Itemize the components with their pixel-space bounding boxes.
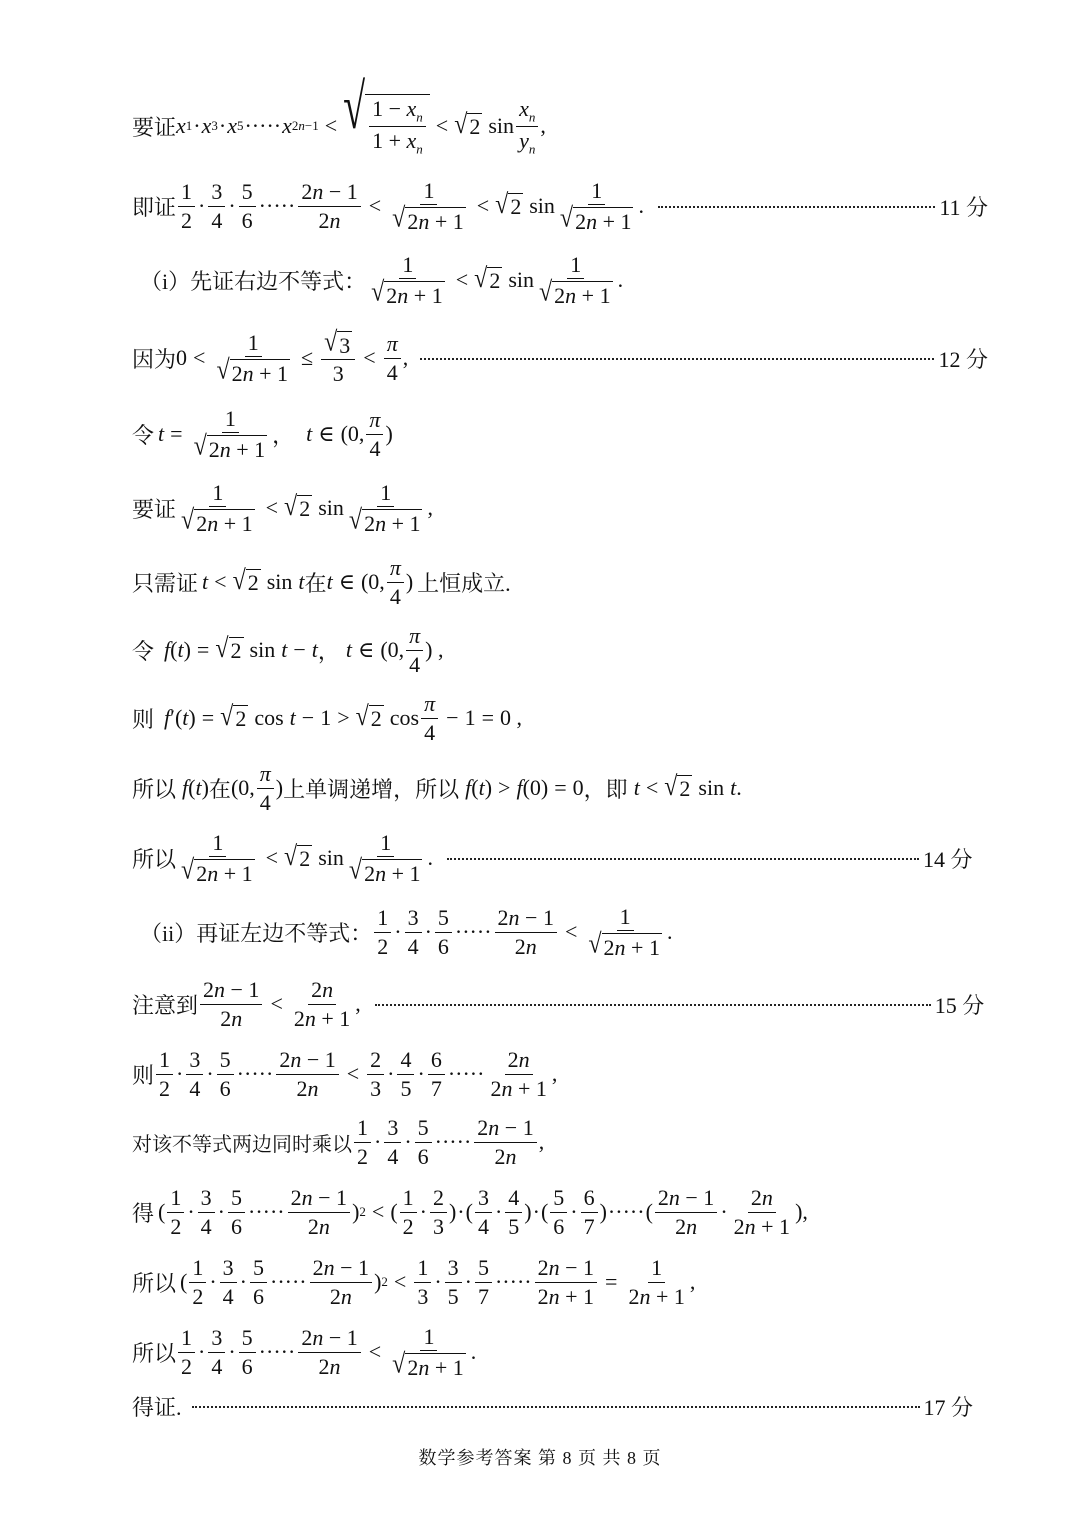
proof-line-4: 因为 0 < 1 √ 2n + 1 ≤ √ 3 3 < $\frac{\pi}{4}$ , 12 分 — [132, 327, 988, 386]
line-prefix: 要证 — [132, 496, 177, 522]
line-prefix: （ii）再证左边不等式： — [140, 920, 373, 946]
proof-line-17: 所以 ( $\frac{1}{2}$ · $\frac{3}{4}$ · $\frac{5}{6}$ ····· $\frac{2n - 1}{2n}$ ) 2 < $\frac{1}{3}$ · $\frac{3}{5}$ · $\frac{5}{7}$ ····· $\frac{2n - 1}{2n + 1}$ = $\frac{1}{2n + 1}$ , — [132, 1255, 696, 1309]
proof-line-2: 即证 $\frac{1}{2}$ · $\frac{3}{4}$ · $\frac{5}{6}$ ····· $\frac{2n - 1}{2n}$ < 1 √ 2n + 1 < √ 2 sin 1 √ 2n + 1 . 11 分 — [132, 177, 988, 234]
page-footer: 数学参考答案 第 8 页 共 8 页 — [418, 1448, 662, 1468]
line-mid3: ，即 — [583, 776, 628, 802]
proof-line-14: 则 $\frac{1}{2}$ · $\frac{3}{4}$ · $\frac{5}{6}$ ····· $\frac{2n - 1}{2n}$ < $\frac{2}{3}$ · $\frac{4}{5}$ · $\frac{6}{7}$ ····· $\frac{2n}{2n + 1}$ , — [132, 1047, 558, 1101]
proof-line-3: （i）先证右边不等式： 1 √ 2n + 1 < √ 2 sin 1 √ 2n + 1 . — [140, 251, 624, 308]
line-prefix: 令 — [132, 638, 155, 664]
line-prefix: （i）先证右边不等式： — [140, 268, 367, 294]
proof-line-10: 所以 f(t) 在 (0, $\frac{\pi}{4}$ ) 上单调递增，所以 f(t) > f (0) = 0 ，即 t < √ 2 sin t . — [132, 761, 742, 815]
line-prefix: 只需证 — [132, 570, 199, 596]
line-prefix: 对该不等式两边同时乘以 — [132, 1133, 352, 1156]
line-prefix: 所以 — [132, 1270, 177, 1296]
proof-line-13: 注意到 $\frac{2n - 1}{2n}$ < $\frac{2n}{2n + 1}$ , 15 分 — [132, 977, 985, 1031]
line-suffix: 上恒成立. — [417, 570, 511, 596]
line-mid: 在 — [208, 776, 231, 802]
proof-line-19 — [132, 1370, 988, 1442]
proof-line-9: 则 f′(t) = √ 2 cos t − 1 > √ 2 cos $\frac{\pi}{4}$ − 1 = 0 , — [132, 691, 522, 745]
line-mid: 在 — [304, 570, 327, 596]
proof-line-18: 所以 $\frac{1}{2}$ · $\frac{3}{4}$ · $\frac{5}{6}$ ····· $\frac{2n - 1}{2n}$ < 1 √ 2n + 1 . — [132, 1323, 477, 1380]
line-prefix: 则 — [132, 1062, 155, 1088]
line-prefix: 得证. — [132, 1394, 182, 1420]
line-prefix: 要证 — [132, 114, 177, 140]
proof-line-6: 要证 1 √ 2n + 1 < √ 2 sin 1 √ 2n + 1 , — [132, 479, 433, 536]
proof-line-7: 只需证 t < √ 2 sin t 在 t ∈ (0, $\frac{\pi}{4}$ ) 上恒成立. — [132, 555, 511, 609]
score-11: 11 分 — [939, 194, 988, 220]
proof-line-12: （ii）再证左边不等式： $\frac{1}{2}$ · $\frac{3}{4}$ · $\frac{5}{6}$ ····· $\frac{2n - 1}{2n}$ < 1 √ 2n + 1 . — [140, 903, 673, 960]
proof-line-8: 令 f(t) = √ 2 sin t − t ， t ∈ (0, $\frac{\pi}{4}$ ) , — [132, 623, 444, 677]
line-prefix: 得 — [132, 1200, 155, 1226]
proof-line-5: 令 t = 1 √ 2n + 1 ， t ∈ (0, $\frac{\pi}{4}$ ) — [132, 405, 393, 462]
score-14: 14 分 — [922, 846, 973, 872]
line-prefix: 所以 — [132, 846, 177, 872]
line-prefix: 令 — [132, 422, 155, 448]
score-15: 15 分 — [934, 992, 985, 1018]
proof-line-1: 要证 x 1 · x 3 · x 5 ····· x 2n−1 < √ $\frac{1 - x_n}{1 + x_n}$ < √ 2 sin $\frac{x_n}{y_n}$ , — [132, 70, 546, 157]
line-prefix: 所以 — [132, 1340, 177, 1366]
line-mid2: 上单调递增，所以 — [283, 776, 460, 802]
score-12: 12 分 — [938, 346, 988, 372]
proof-line-16: 得 ( $\frac{1}{2}$ · $\frac{3}{4}$ · $\frac{5}{6}$ ····· $\frac{2n - 1}{2n}$ ) 2 < ( $\frac{1}{2}$ · $\frac{2}{3}$ ) · ( $\frac{3}{4}$ · $\frac{4}{5}$ ) · ( $\frac{5}{6}$ · $\frac{6}{7}$ ) ····· ( $\frac{2n - 1}{2n}$ · $\frac{2n}{2n + 1}$ ), — [132, 1185, 808, 1239]
line-prefix: 即证 — [132, 194, 177, 220]
line-prefix: 则 — [132, 706, 155, 732]
line-prefix: 注意到 — [132, 992, 199, 1018]
line-prefix: 因为 — [132, 346, 177, 372]
score-17: 17 分 — [923, 1394, 974, 1420]
sqrt-expression: √ $\frac{1 - x_n}{1 + x_n}$ — [343, 94, 430, 157]
proof-line-11: 所以 1 √ 2n + 1 < √ 2 sin 1 √ 2n + 1 . 14 分 — [132, 829, 973, 886]
proof-line-15: 对该不等式两边同时乘以 $\frac{1}{2}$ · $\frac{3}{4}$ · $\frac{5}{6}$ ····· $\frac{2n - 1}{2n}$ , — [132, 1115, 545, 1169]
line-prefix: 所以 — [132, 776, 177, 802]
